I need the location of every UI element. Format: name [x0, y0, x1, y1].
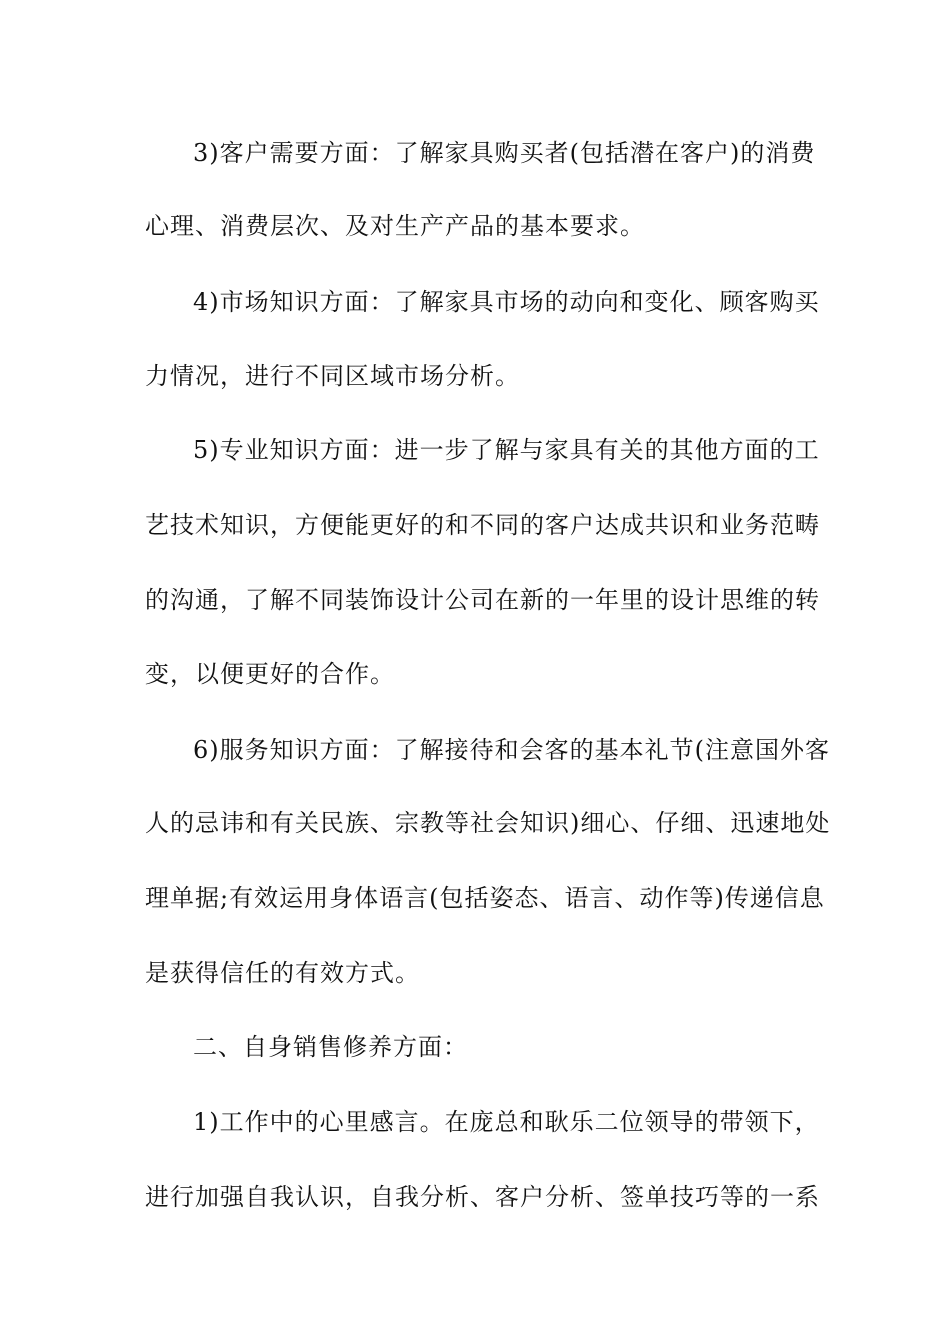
- text-line: 4)市场知识方面：了解家具市场的动向和变化、顾客购买: [193, 288, 820, 316]
- text-line: 心理、消费层次、及对生产产品的基本要求。: [145, 212, 645, 240]
- text-line: 人的忌讳和有关民族、宗教等社会知识)细心、仔细、迅速地处: [145, 809, 831, 837]
- text-line: 的沟通，了解不同装饰设计公司在新的一年里的设计思维的转: [145, 586, 820, 614]
- text-line: 6)服务知识方面：了解接待和会客的基本礼节(注意国外客: [193, 736, 830, 764]
- text-line: 理单据;有效运用身体语言(包括姿态、语言、动作等)传递信息: [145, 884, 825, 912]
- text-line: 是获得信任的有效方式。: [145, 959, 420, 987]
- text-line: 艺技术知识，方便能更好的和不同的客户达成共识和业务范畴: [145, 511, 820, 539]
- text-line: 变，以便更好的合作。: [145, 660, 395, 688]
- text-line: 3)客户需要方面：了解家具购买者(包括潜在客户)的消费: [193, 139, 816, 167]
- text-line: 进行加强自我认识，自我分析、客户分析、签单技巧等的一系: [145, 1183, 820, 1211]
- text-line: 5)专业知识方面：进一步了解与家具有关的其他方面的工: [193, 436, 820, 464]
- text-line: 力情况，进行不同区域市场分析。: [145, 362, 520, 390]
- section-heading: 二、自身销售修养方面：: [193, 1033, 468, 1061]
- text-line: 1)工作中的心里感言。在庞总和耿乐二位领导的带领下，: [193, 1108, 820, 1136]
